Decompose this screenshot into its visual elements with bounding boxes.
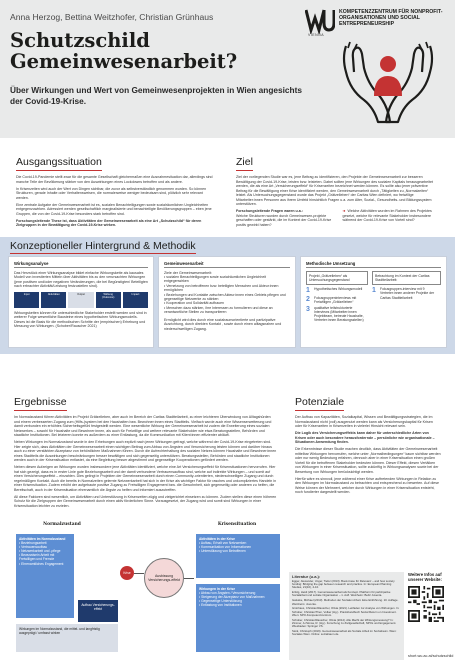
poster-header	[0, 0, 455, 138]
method-step	[306, 306, 368, 322]
impact-chain	[14, 292, 148, 308]
column-head: Krisensituation	[217, 522, 257, 527]
paragraph: Die Logik des Versicherungseffekts kann daher für unterschiedliche Arten von Krisen oder auch besondere herausfordernde – persönliche wie organisationale – Situationen Anwendung finden.	[295, 431, 435, 444]
wu-logo-icon	[305, 8, 335, 34]
paragraph: Eine zentrale Aufgabe der Gemeinwesenarbeit ist es, sozialen Benachteiligungen sowie sozialräumlichen Ungleichheiten entgegenzuwirken. Adressiert werden gesellschaftlich marginalisierte und benachteiligte Bevölkerungsgruppen – eben jene Gruppen, die von der Covid-19-Krise besonders stark betroffen sind.	[16, 202, 212, 216]
arrow-connector	[134, 573, 144, 574]
list-item: • Gegenseitige Unterstützung	[199, 599, 277, 603]
card-gemeinwesenarbeit	[158, 256, 296, 348]
paragraph-thesis: Forschungsleitende These ist, dass Aktivitäten der Gemeinwesenarbeit als eine Art „Schutzschild“ für deren Zielgruppen in der Bewältigung der Covid-19-Krise wirken.	[16, 218, 202, 227]
paragraph: Neben Wirkungen im Normalzustand wurde in den Erhebungen auch explizit nach jenen Wirkungen gefragt, welche während der Covid-19-Krise eingetreten sind. Hier zeigte sich, dass Aktivitäten der Gemeinwesenarbeit einen wichtigen Beitrag zum Abbau von Ängsten und Verunsicherung leisten können und darüber hinaus auch zu einer verstärkten Akzeptanz von behördlichen Maßnahmen führen. Durch die Aufrechterhaltung des sozialen Netzes können Haushalte und Bewohner:innen eines Stadtteils die Auswirkungen beschränkungen besser bewältigen und sich gegenseitig unterstützen. Beratungsstellen, Behörden und staatliche Institutionen werden auch in der Krisensituation entlastet, da eine Begleitung besser abgestimmt und gegenseitige Kooperationen gefördert werden.	[14, 440, 277, 462]
list-item: • Menschen dazu stärken, ihre Interessen zu formulieren und diese an verantwortliche Stellen zu transportieren	[164, 306, 290, 315]
paragraph: All diese Faktoren sind wesentlich, um Aktivitäten und Unterstützung in Krisenzeiten zügig und zielgerichtet einsetzen zu können. Zudem stellen diese einen höheren Schutz für die Zielgruppen der Gemeinwesenarbeit durch einen aktiv förderlichen Sinne. Vorausgesetzt, der Zugang wird und somit sind Wirkungen in einer Krisensituation leichter zu erzielen.	[14, 494, 277, 508]
paragraph: Die Erkenntnisse dieser Studie machen deutlich, dass Aktivitäten der Gemeinwesenarbeit mittelbar Wirkungen hervorrufen, welche unter „Normalbedingungen“ kaum sichtbar werden oder nur wenig Bedeutung erfahren, dennoch aber in einer Krisensituation einen großen Vorteil für die betroffenen Stakeholder bedeuten können. Dieser Effekt, diesen Vertäiken von Wirkungen in einer Krisensituation, sollte zukünftig in Wirkungsanalysen sowie bei der Bewertung von Wirkungen berücksichtigt werden.	[295, 447, 441, 474]
list-item: • Kooperation und Solidarität aufbauen	[164, 301, 290, 305]
list-item: • Entlastung von Institutionen	[199, 603, 277, 607]
arrow-right-icon: ➜	[342, 209, 346, 213]
question-right	[339, 209, 440, 227]
logo-vienna: VIENNA	[308, 33, 325, 37]
list-item: • Aufbau, Erhalt von Netzwerken	[199, 541, 277, 545]
box-title: Aktivitäten im Normalzustand	[19, 537, 66, 541]
literature-entry: Schober, Christian/Rauscher, Olivia (2014). Alle Macht der Wirkungsmessung? In: Zimmer, A./Simsa, R. (Hg.). Forschung zu Zivilgesellschaft, NPOs und Engagement. Wiesbaden: Springer VS.	[292, 617, 397, 629]
method-grid	[306, 271, 441, 325]
step-text: Projekt „Grätzelleben“ als Untersuchungsgegenstand	[309, 273, 350, 282]
literature-title: Literatur (u.a.):	[292, 574, 321, 579]
insurance-effect-diagram	[8, 522, 283, 660]
method-step	[306, 271, 368, 285]
card-title: Gemeinwesenarbeit	[164, 261, 290, 268]
section-title: Ergebnisse	[14, 396, 67, 411]
paragraph: Die Covid-19-Pandemie stellt zwar für die gesamte Gesellschaft gleichermaßen eine Ausnahmesituation dar, allerdings sind manche Teile der Bevölkerung stärker von den Auswirkungen eines Lockdowns betroffen und als andere.	[16, 175, 213, 184]
card-outro: Ermöglicht wird dies durch eine sozialraumorientierte und partizipative Ausrichtung, durch direkten Kontakt , sowie durch einen alltagsnahen und niederschwelligen Zugang.	[164, 317, 282, 331]
step-number: 1	[372, 287, 376, 295]
title-line-1: Schutzschild	[10, 29, 150, 52]
paragraph: Im Normalzustand führen Aktivitäten im Projekt Grätzelleben, aber auch im Bereich der Caritas Stadtteilarbeit, zu einer leichteren Überwindung von Alltagshürden und einem verbesserten Zugang zum (Hilfs-)system bei den Haushalten bzw. Bewohner:innen eines Stadtteils. Vielfach wurde auch eine Wissenserweiterung und damit verbunden ein erhöhtes Sicherheitsgefühl festgestellt werden. Eine wesentliche Wirkung der Gemeinwesenarbeit ist zudem die Erweiterung eines sozialen Netzwerkes – sowohl für Haushalte und Bewohner:innen, als auch für Freiwillige und weitere relevante Stakeholder wie etwa Beratungsstellen, Behörden und staatliche Institutionen. Bei letzteren konnte es außerdem zu einer Entlastung, da die Kommunikation mit Klient:innen effizienter abläuft.	[14, 415, 272, 437]
poster-title	[10, 30, 237, 72]
list-item: • Ehrenamtliches Engagement	[19, 562, 71, 566]
normal-effects-note: Wirkungen im Normalzustand, die mittel- und langfristig ausgeprägt / umfasst wirken	[16, 624, 118, 652]
qr-code-icon[interactable]	[408, 586, 444, 622]
step-text: Fokusgruppeninterviews mit Freiwilligen „Grätzelleben“	[314, 295, 357, 304]
qr-area	[408, 572, 454, 660]
wu-logo	[305, 8, 453, 40]
chain-step: Wirkung (Outcome)	[96, 292, 121, 308]
crisis-activities-box	[196, 534, 280, 578]
method-step	[306, 296, 368, 304]
literature-entry: Grünhaus, Christian/Rauscher, Olivia (2021). Leitfaden zur Analyse von Wirkungen. In: Schober, Christian/Then, Volker (Hg.). Praxishandbuch Social Return on Investment. Wien: NPO-Kompetenzzentrum.	[292, 606, 400, 617]
section-ergebnisse	[8, 392, 283, 522]
card-intro: Ziele der Gemeinwesenarbeit:	[164, 270, 212, 275]
list-item: • Abbau von Ängsten / Verunsicherung	[199, 591, 277, 595]
card-wirkungsanalyse	[8, 256, 154, 348]
list-item: • Netzwerkarbeit und -pflege	[19, 549, 71, 553]
section-body	[14, 415, 277, 508]
arrow-connector	[184, 578, 194, 579]
literature-box	[289, 572, 404, 660]
paragraph: Ziel der vorliegenden Studie war es, jene Beitrag zu identifizieren, den Projekte der Gemeinwesenarbeit zur besseren Bewältigung der Covid-19-Krise, leisten bzw. leisteten. Dabei sollten jene Wirkungen des sozialen Kapitals herausgearbeitet werden, die als eine Art „Versicherungseffekt“ für Krisenzeiten bezeichnet werden können. Es sollte also jener präventive Beitrag für die Bewältigung einer Krise identifiziert werden, den Gemeinwesenarbeit durch „Tätigkeiten zu „Normalzeiten“ leistet. Als Untersuchungsgegenstand wurde das Projekt „Grätzelleben“ der Caritas Wien definiert, wo freiwillige Mitarbeiter:innen Personen aus ihrem Umfeld hinsichtlich Fragen u.a. zum Alter, Sozial-, Gesundheits- und Bildungssystem unterstützen.	[236, 175, 433, 206]
step-number: 3	[306, 305, 310, 313]
effect-list	[199, 591, 277, 607]
paragraph: In Krisenzeiten wird auch der Wert von Dingen sichtbar, die zuvor als selbstverständlich genommen wurden. So können Strukturen, gerade Inhalte oder Verhaltensweisen, die normalerweise weniger bedeutsam sind, plötzlich sehr relevant werden.	[16, 186, 207, 200]
website-link[interactable]: short.wu.ac.at/schutzschild	[408, 654, 454, 658]
step-text: Fokusgruppen-interview mit 9 Vertreter:innen anderer Projekte der Caritas Stadtteilarbeit	[380, 287, 435, 300]
card-text: Das Herzstück einer Wirkungsanalyse bildet einfache Wirkungskette als kausales Modell von investierten Mitteln über Aktivitäten bis zu den verursachten Wirkungen (jene positiven und/oder negativen Veränderungen, die bei Begünstigten/ Beteiligten nach erbrachter Aktivität/Leistung festzustellen sind).	[14, 270, 148, 288]
questions-title: Forschungsleitende Fragen waren u.a.:	[236, 209, 303, 213]
list-item: • Steigerung der Akzeptanz von Maßnahmen	[199, 595, 277, 599]
list-item: • Beziehungsarbeit	[19, 541, 71, 545]
step-number: 1	[306, 286, 310, 294]
box-title: Wirkungen in der Krise	[199, 587, 236, 591]
list-item: • sozialen Benachteiligungen sowie sozialräumlichen Ungleichheit entgegenwirken	[164, 275, 290, 284]
section-body	[236, 175, 439, 207]
method-steps	[306, 271, 368, 325]
paragraph: Der Aufbau von Kapazitäten, Sozialkapital, Wissen und Bewältigungsstrategien, die im Normalzustand nicht (voll) ausgenutzt werden kann als Versicherungskapital für Krisen oder für Krisenzeiten in Krisenzeiten in vielerlei Hinsicht relevant sein.	[295, 415, 433, 428]
column-head: Normalzustand	[43, 522, 81, 527]
protecting-hands-icon	[338, 38, 438, 128]
section-title: Potenziale	[295, 396, 344, 411]
list-item: • Unterstützung von Betroffenen	[199, 549, 277, 553]
card-methodik	[300, 256, 447, 348]
section-title: Ziel	[236, 156, 253, 171]
authors: Anna Herzog, Bettina Weitzhofer, Christian Grünhaus	[10, 12, 214, 22]
research-questions	[236, 209, 439, 227]
paragraph: Hierfür wäre es sinnvoll, jene während einer Krise auftretenden Wirkungen in Relation zu den Wirkungen im Normalzustand zu betrachten und entsprechend zu bewerten. Auf diese Weise können der Mehrwert, welcher durch Wirkungen in einer Krisensituation entsteht, noch fundierter dargestellt werden.	[295, 476, 440, 494]
step-text: Hypothetisches Wirkungsmodell	[314, 286, 363, 291]
method-step	[306, 287, 368, 294]
list-item: • Vertrauensaufbau	[19, 545, 71, 549]
poster-subtitle: Über Wirkungen und Wert von Gemeinwesenprojekten in Wien angesichts der Covid-19-Krise.	[10, 85, 302, 106]
logo-text: KOMPETENZZENTRUM FÜR NONPROFIT-ORGANISATIONEN UND SOCIAL ENTREPRENEURSHIP	[339, 9, 443, 27]
section-body	[295, 415, 441, 495]
card-title: Methodische Umsetzung	[306, 261, 441, 268]
paragraph: Neben diesen Aufzeigen an Wirkungen wurden insbesondere jene Aktivitäten identifiziert, welche eine Art Versicherungseffekt für Krisensituationen hervorrufen. Hier hat sich gezeigt, dass es in erster Linie gute Beziehungsarbeit und der damit verbundene Vertrauensaufbau sind, welche auf indirekte Wirkungen – und somit auf einen Versicherungseffekt – einzahlen. Dies gelingt in Projekten der Gemeinwesenarbeit durch einen Community-orientierten, niederschwelligen Zugang und durch regelmäßigen Kontakt. Auch die bereits in Normalzeiten gelernte Netzwerkarbeit hat sich in der Krise als wichtiger Faktor für rasches und unkompliziertes Handeln in einer Krisensituation. Zudem erhöht der aufgebaute positive Zugang zu Freiwilligen Engagement bzw. die Gewohnheit, sich gegenseitig oder anderen zu helfen, die Bereitschaft, auch in der Krisensituation ehrenamtlich die Ärgste zu helfen und informiert auszutreffen.	[14, 465, 277, 492]
chain-step: Aktivitäten	[41, 292, 66, 308]
method-context	[372, 271, 441, 325]
chain-step: Impact	[123, 292, 148, 308]
goal-list	[164, 275, 290, 315]
question-1: Welche Strukturen wurden durch Gemeinwesen-projekte geschaffen oder gestärkt, die im Kontext der Covid-19-Krise positiv gewirkt haben?	[236, 213, 332, 227]
card-text: Wirkungsketten können für unterschiedliche Stakeholder erstellt werden und sind in weiterer Folge wesentliche Bausteine eines hypothetischen Wirkungsmodells. Dieses ist die Basis für die methodischen Schritte der (empirischen) Erhebung und Messung von Wirkungen. (Schober/Rauscher 2021)	[14, 310, 147, 328]
question-2: Welche Aktivitäten wurden im Rahmen des Projektes gesetzt, welche für relevante Stakeholder insbesondere während der Covid-19-Krise von Vorteil sind?	[342, 209, 432, 222]
literature-entry: Galuske, Michael (2013). Methoden der Sozialen Arbeit. Eine Einführung. 10. Auflage. Weinheim: Juventa.	[292, 598, 399, 606]
insurance-build-box: Aufbau Versicherungs-effekt	[78, 600, 118, 622]
list-item: • Kommunikation von Informationen	[199, 545, 277, 549]
card-title: Wirkungsanalyse	[14, 261, 148, 268]
list-item: • Beziehungen und Kontakte zwischen Akteur:innen eines Gebiets pflegen und gegenseitige Netzwerke zu stärken	[164, 293, 290, 302]
list-item: • Bewusstsein Arbeit mit Freiwilligen und Fremde	[19, 553, 71, 561]
band-title: Konzeptioneller Hintergrund & Methodik	[10, 240, 196, 252]
question-left	[236, 209, 333, 227]
context-box: Betrachtung im Kontext der Caritas Stadtteilarbeit:	[372, 271, 441, 286]
method-step	[372, 287, 441, 299]
literature-entry: Stoik, Christoph (2019). Gemeinwesenarbeit als Soziale Arbeit im Sozialraum. Wien: Soziales Wien. Online: sozialraum.de.	[292, 629, 397, 637]
section-ausgangssituation	[8, 146, 221, 232]
chain-step: Input	[14, 292, 39, 308]
activity-list	[19, 541, 71, 566]
chain-step: Output	[68, 292, 93, 308]
qr-label: Weitere Infos auf unserer Website:	[408, 572, 442, 582]
box-title: Aktivitäten in der Krise	[199, 537, 235, 541]
insurance-payout-circle: Ausbissung Versicherungs-effekt	[144, 558, 184, 598]
activity-list	[199, 541, 277, 553]
list-item: • Vernetzung von betroffenen bzw. beteiligten Menschen und Akteur:innen ermöglichen	[164, 284, 290, 293]
crisis-marker: Krise	[120, 566, 134, 580]
section-title: Ausgangssituation	[16, 156, 102, 171]
section-body	[16, 175, 213, 228]
literature-entry: Erfolg, Heidi (2017). Gemeinwesenarbeit als Konzept. Plattform für partizipative Sozialarbeit und soziale Organisation – 1. Aufl. Weinheim: Beltz Juventa.	[292, 590, 391, 598]
step-number: 2	[306, 295, 310, 303]
normal-activities-box	[16, 534, 74, 618]
title-line-2: Gemeinwesenarbeit?	[10, 50, 238, 73]
literature-entry: Egger, Alexander, Unger, Tiefer (2013). Book-Case für Relevanz – and how society funding: Bridging the gap between research and practice. In: European Planning Studies, 21(10), 4-10.	[292, 578, 395, 590]
step-text: qualitative teilstrukturierte Interviews (Mitarbeiter:innen Projektteam, betreute Haushalte, Vertreter:innen Beratungsstellen)	[314, 305, 364, 323]
section-ziel	[228, 146, 447, 232]
crisis-effects-box	[196, 584, 280, 652]
